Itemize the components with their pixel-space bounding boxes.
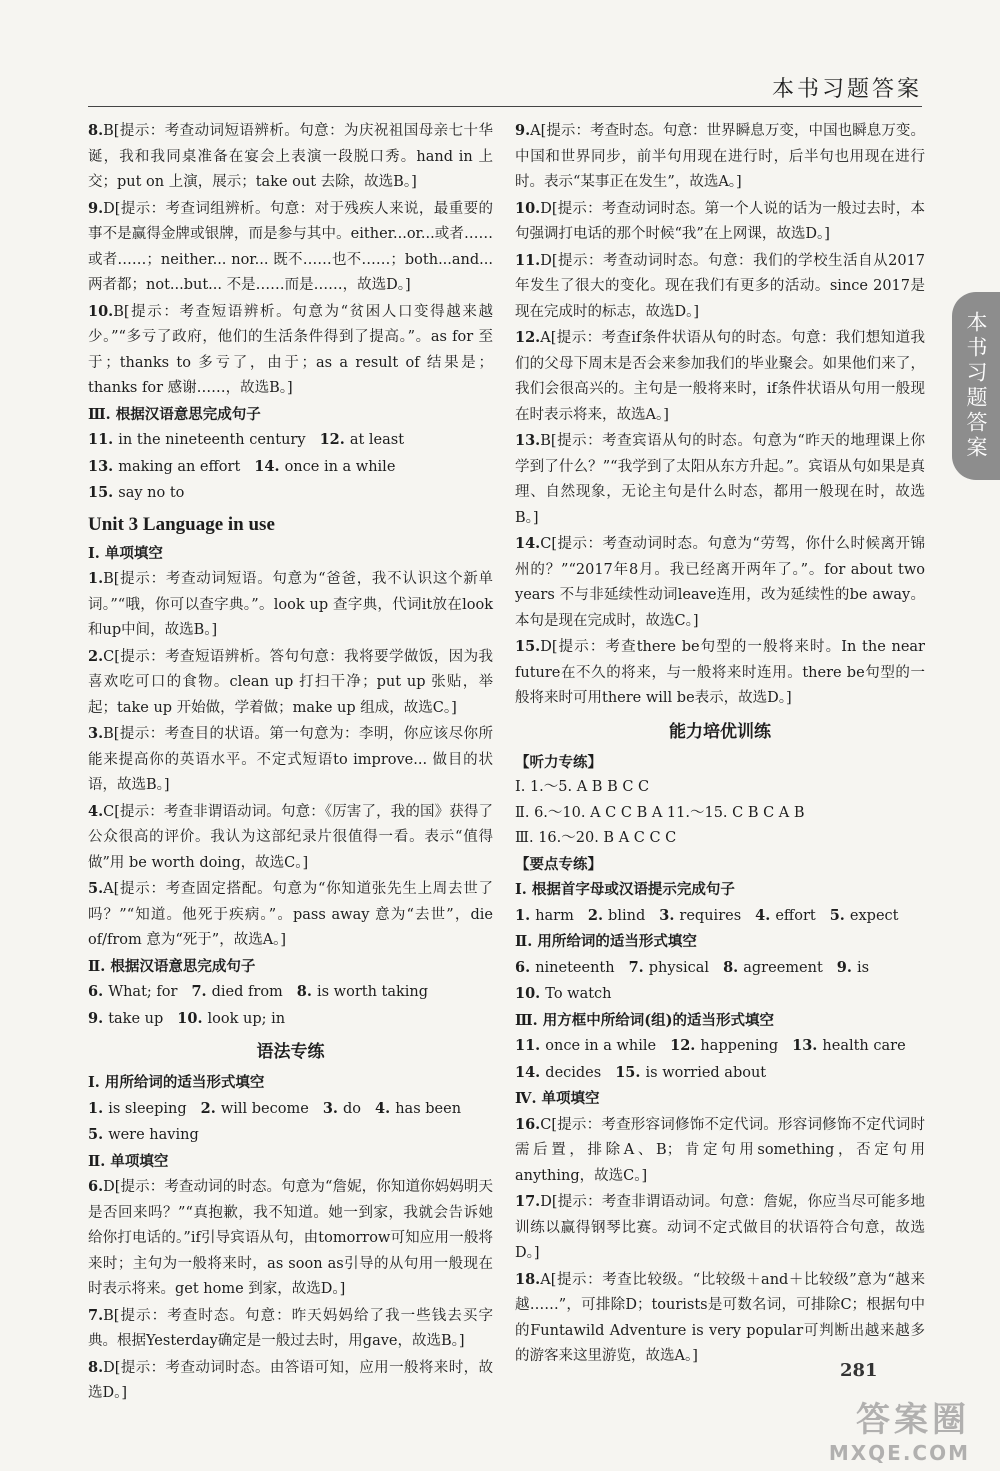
- short-answer: [297, 979, 428, 1006]
- answer-number: 7.: [191, 983, 212, 1000]
- answer-entry: [88, 196, 493, 299]
- listening-heading: 【听力专练】: [515, 753, 602, 771]
- answer-text: happening: [700, 1038, 779, 1054]
- answer-row: [88, 427, 493, 507]
- short-answer: [515, 1060, 601, 1087]
- short-answer: [515, 981, 612, 1008]
- answer-number: 2.: [88, 647, 104, 665]
- answer-number: 10.: [177, 1009, 208, 1027]
- answer-text: To watch: [545, 986, 612, 1002]
- short-answer: [615, 1060, 766, 1087]
- answer-row: [88, 979, 493, 1032]
- answer-number: 13.: [792, 1037, 823, 1054]
- answer-number: 18.: [515, 1270, 541, 1288]
- answer-number: 6.: [88, 1178, 104, 1195]
- short-answer: [837, 955, 869, 982]
- answer-entry: [515, 1267, 925, 1370]
- answer-text: D[提示：考查动词的时态。句意为“詹妮，你知道你妈妈明天是否回来吗？”“真抱歉，我不知道。她一到家，我就会告诉她给你打电话的。”if引导宾语从句，由tomorrow可知应用一般将来时；主句为一般将来时，as soon as引导的从句用一般现在时表示将来。get home 到家，故选D。]: [88, 1179, 493, 1297]
- answer-text: D[提示：考查动词时态。第一个人说的话为一般过去时，本句强调打电话的那个时候“我”在上网课，故选D。]: [515, 200, 925, 242]
- answer-number: 7.: [88, 1306, 104, 1324]
- answer-text: C[提示：考查非谓语动词。句意：《厉害了，我的国》获得了公众很高的评价。我认为这部纪录片很值得一看。表示“值得做”用 be worth doing，故选C。]: [88, 803, 493, 871]
- section-heading: Ⅱ. 单项填空: [88, 1152, 169, 1170]
- short-answer: [88, 454, 240, 481]
- answer-text: B[提示：考查动词短语。句意为“爸爸，我不认识这个新单词。”“哦，你可以查字典。”。look up 查字典，代词it放在look和up中间，故选B。]: [88, 571, 493, 638]
- short-answer: [323, 1096, 361, 1123]
- left-column: [88, 118, 493, 1407]
- answer-text: once in a while: [545, 1038, 657, 1054]
- answer-number: 13.: [88, 457, 119, 475]
- answer-number: 11.: [515, 251, 541, 269]
- answer-number: 2.: [587, 906, 609, 924]
- answer-entry: [88, 1174, 493, 1303]
- short-answer: [254, 454, 395, 481]
- answer-number: 14.: [254, 457, 285, 475]
- answer-text: What; for: [108, 984, 178, 1000]
- answer-number: 4.: [375, 1099, 396, 1117]
- answer-text: A[提示：考查固定搭配。句意为“你知道张先生上周去世了吗？”“知道。他死于疾病。”。pass away 意为“去世”，die of/from 意为“死于”，故选A。]: [88, 881, 493, 948]
- answer-entry: [515, 118, 925, 196]
- short-answer: [88, 1006, 163, 1033]
- answer-text: say no to: [118, 485, 185, 501]
- header-rule: [88, 106, 922, 107]
- answer-entry: [88, 1355, 493, 1407]
- watermark-url: MXQE.COM: [828, 1441, 970, 1465]
- answer-entry: [515, 248, 925, 326]
- left-top-entries: [88, 118, 493, 402]
- side-tab: 本书习题答案: [952, 292, 1000, 480]
- answer-number: 15.: [515, 638, 541, 655]
- answer-entry: [88, 1303, 493, 1355]
- short-answer: [88, 979, 177, 1006]
- answer-text: once in a while: [284, 458, 396, 475]
- unit-title: Unit 3 Language in use: [88, 513, 275, 535]
- short-answer: [515, 1033, 656, 1060]
- answer-number: 7.: [628, 958, 649, 976]
- answer-entry: [515, 325, 925, 428]
- grammar-entries: [88, 1174, 493, 1407]
- answer-entry: [515, 1112, 925, 1190]
- section-heading: Ⅳ. 单项填空: [515, 1090, 600, 1107]
- answer-text: making an effort: [118, 458, 241, 475]
- short-answer: [659, 903, 741, 930]
- answer-text: is worried about: [645, 1064, 767, 1081]
- section-heading: Ⅰ. 用所给词的适当形式填空: [88, 1074, 265, 1091]
- answer-text: B[提示：考查时态。句意：昨天妈妈给了我一些钱去买字典。根据Yesterday确定是一般过去时，用gave，故选B。]: [88, 1307, 493, 1349]
- answer-text: B[提示：考查宾语从句的时态。句意为“昨天的地理课上你学到了什么？”“我学到了太阳从东方升起。”。宾语从句如果是真理、自然现象，无论主句是什么时态，都用一般现在时，故选B。]: [515, 433, 925, 526]
- short-answer: [201, 1096, 309, 1123]
- listening-line: Ⅰ. 1.～5. A B B C C: [515, 779, 650, 795]
- watermark-text: 答案圈: [856, 1400, 970, 1440]
- answer-number: 3.: [88, 725, 104, 742]
- answer-number: 5.: [829, 906, 850, 924]
- answer-number: 2.: [200, 1099, 221, 1117]
- answer-row: [88, 1096, 493, 1149]
- page-number: 281: [840, 1360, 878, 1381]
- listening-answers: [515, 775, 925, 852]
- answer-text: harm: [535, 907, 574, 924]
- answer-text: agreement: [743, 959, 823, 976]
- answer-number: 8.: [88, 1358, 104, 1376]
- answer-text: health care: [822, 1038, 906, 1054]
- answer-number: 4.: [88, 802, 104, 820]
- answer-text: in the nineteenth century: [118, 432, 306, 448]
- answer-number: 5.: [88, 880, 104, 897]
- section-heading: Ⅲ. 根据汉语意思完成句子: [88, 405, 261, 423]
- answer-text: requires: [679, 907, 742, 924]
- answer-entry: [88, 299, 493, 402]
- answer-text: is sleeping: [108, 1100, 187, 1117]
- answer-text: B[提示：考查短语辨析。句意为“贫困人口变得越来越少。”“多亏了政府，他们的生活条件得到了提高。”。as for 至于；thanks to 多亏了，由于；as a result of 结果是；thanks for 感谢……，故选B。]: [88, 303, 493, 396]
- answer-number: 4.: [755, 906, 776, 924]
- short-answer: [177, 1006, 285, 1033]
- answer-number: 10.: [515, 985, 546, 1002]
- answer-entry: [88, 876, 493, 954]
- answer-text: decides: [545, 1064, 602, 1081]
- answer-text: C[提示：考查动词时态。句意为“劳驾，你什么时候离开锦州的？”“2017年8月。我已经离开两年了。”。for about two years 不与非延续性动词leave连用，改为延续性的be away。本句是现在完成时，故选C。]: [515, 536, 925, 629]
- answer-number: 17.: [515, 1193, 541, 1210]
- answer-text: D[提示：考查非谓语动词。句意：詹妮，你应当尽可能多地训练以赢得钢琴比赛。动词不定式做目的状语符合句意，故选D。]: [515, 1194, 925, 1261]
- answer-text: D[提示：考查动词时态。句意：我们的学校生活自从2017年发生了很大的变化。现在我们有更多的活动。since 2017是现在完成时的标志，故选D。]: [515, 252, 925, 320]
- answer-entry: [515, 531, 925, 634]
- answer-entry: [88, 644, 493, 722]
- short-answer: [88, 480, 184, 507]
- answer-text: were having: [108, 1127, 199, 1143]
- answer-text: take up: [108, 1010, 164, 1027]
- answer-number: 13.: [515, 432, 541, 449]
- grammar-title: 语法专练: [256, 1042, 325, 1062]
- short-answer: [515, 955, 615, 982]
- answer-number: 12.: [319, 431, 350, 448]
- answer-text: A[提示：考查时态。句意：世界瞬息万变，中国也瞬息万变。中国和世界同步，前半句用现在进行时，后半句也用现在进行时。表示“某事正在发生”，故选A。]: [515, 123, 925, 190]
- answer-number: 16.: [515, 1115, 541, 1133]
- answer-text: has been: [395, 1100, 462, 1117]
- answer-row: [515, 1033, 925, 1086]
- answer-number: 14.: [515, 535, 541, 552]
- section-heading: Ⅰ. 单项填空: [88, 544, 163, 562]
- short-answer: [723, 955, 823, 982]
- short-answer: [670, 1033, 778, 1060]
- answer-entry: [88, 118, 493, 196]
- short-answer: [88, 427, 306, 454]
- answer-number: 6.: [515, 958, 536, 976]
- short-answer: [375, 1096, 461, 1123]
- answer-text: is: [856, 959, 870, 976]
- answer-number: 3.: [322, 1099, 344, 1117]
- short-answer: [755, 903, 816, 930]
- answer-number: 5.: [88, 1126, 109, 1143]
- answer-text: B[提示：考查目的状语。第一句意为：李明，你应该尽你所能来提高你的英语水平。不定式短语to improve... 做目的状语，故选B。]: [88, 726, 493, 793]
- answer-number: 3.: [659, 906, 680, 924]
- answer-number: 1.: [515, 906, 536, 924]
- answer-text: expect: [849, 907, 899, 924]
- answer-entry: [88, 799, 493, 877]
- answer-text: A[提示：考查if条件状语从句的时态。句意：我们想知道我们的父母下周末是否会来参加我们的毕业聚会。如果他们来了，我们会很高兴的。主句是一般将来时，if条件状语从句用一般现在时表示将来，故选A。]: [515, 330, 925, 423]
- listening-line: Ⅲ. 16.～20. B A C C C: [515, 830, 677, 846]
- answer-number: 8.: [88, 122, 104, 139]
- page-header-title: 本书习题答案: [771, 77, 922, 102]
- answer-number: 15.: [615, 1063, 646, 1081]
- answer-text: do: [343, 1100, 362, 1117]
- answer-text: died from: [211, 984, 283, 1000]
- section-heading: Ⅱ. 根据汉语意思完成句子: [88, 957, 256, 975]
- answer-number: 15.: [88, 484, 119, 501]
- answer-entry: [515, 1189, 925, 1267]
- short-answer: [792, 1033, 906, 1060]
- answer-number: 9.: [88, 199, 104, 217]
- section-heading: Ⅱ. 用所给词的适当形式填空: [515, 933, 697, 950]
- answer-entry: [515, 428, 925, 531]
- short-answer: [320, 427, 405, 454]
- answer-number: 6.: [88, 983, 109, 1000]
- short-answer: [88, 1122, 199, 1149]
- answer-number: 11.: [515, 1037, 546, 1054]
- answer-row: [515, 903, 925, 930]
- answer-number: 9.: [515, 122, 531, 139]
- short-answer: [588, 903, 645, 930]
- answer-number: 9.: [88, 1009, 109, 1027]
- answer-text: C[提示：考查形容词修饰不定代词。形容词修饰不定代词时需后置，排除A、B；肯定句用something，否定句用anything，故选C。]: [515, 1116, 925, 1184]
- answer-text: effort: [775, 907, 816, 924]
- short-answer: [629, 955, 709, 982]
- answer-text: nineteenth: [535, 959, 615, 976]
- answer-number: 8.: [723, 958, 744, 976]
- answer-number: 11.: [88, 431, 119, 448]
- answer-text: will become: [220, 1100, 309, 1117]
- answer-text: C[提示：考查短语辨析。答句句意：我将要学做饭，因为我喜欢吃可口的食物。clean up 打扫干净；put up 张贴，举起；take up 开始做，学着做；make up 组成，故选C。]: [88, 648, 493, 716]
- keypoints-heading: 【要点专练】: [515, 855, 602, 873]
- answer-row: [515, 955, 925, 1008]
- answer-number: 10.: [515, 199, 541, 217]
- watermark-logo: [829, 1392, 970, 1465]
- answer-text: D[提示：考查there be句型的一般将来时。In the near future在不久的将来，与一般将来时连用。there be句型的一般将来时可用there will be表示，故选D。]: [515, 639, 925, 706]
- section-heading: Ⅰ. 根据首字母或汉语提示完成句子: [515, 881, 735, 898]
- answer-number: 1.: [88, 570, 104, 587]
- answer-text: B[提示：考查动词短语辨析。句意：为庆祝祖国母亲七十华诞，我和我同桌准备在宴会上表演一段脱口秀。hand in 上交；put on 上演，展示；take out 去除，故选B。]: [88, 123, 493, 190]
- answer-number: 12.: [670, 1037, 701, 1054]
- answer-entry: [515, 196, 925, 248]
- answer-number: 8.: [296, 983, 317, 1000]
- keypoint-entries: [515, 1112, 925, 1370]
- answer-text: at least: [349, 432, 405, 448]
- ability-title: 能力培优训练: [669, 721, 771, 742]
- answer-text: D[提示：考查词组辨析。句意：对于残疾人来说，最重要的事不是赢得金牌或银牌，而是参与其中。either...or...或者……或者……；neither... nor... 既不……也不……；both...and...两者都；not...but... 不是……而是……，故选D。]: [88, 200, 493, 293]
- short-answer: [830, 903, 899, 930]
- short-answer: [515, 903, 574, 930]
- right-top-entries: [515, 118, 925, 712]
- answer-text: physical: [648, 959, 710, 976]
- right-column: [515, 118, 925, 1370]
- answer-entry: [515, 634, 925, 712]
- answer-number: 10.: [88, 302, 114, 320]
- answer-number: 14.: [515, 1063, 546, 1081]
- listening-line: Ⅱ. 6.～10. A C C B A 11.～15. C B C A B: [515, 804, 805, 821]
- answer-number: 1.: [88, 1099, 109, 1117]
- answer-text: is worth taking: [316, 984, 429, 1000]
- answer-text: blind: [608, 907, 646, 924]
- short-answer: [88, 1096, 187, 1123]
- answer-entry: [88, 566, 493, 644]
- unit-entries: [88, 566, 493, 954]
- answer-number: 12.: [515, 329, 541, 346]
- section-heading: Ⅲ. 用方框中所给词(组)的适当形式填空: [515, 1011, 774, 1029]
- answer-text: D[提示：考查动词时态。由答语可知，应用一般将来时，故选D。]: [88, 1359, 493, 1401]
- answer-number: 9.: [836, 958, 857, 976]
- short-answer: [191, 979, 282, 1006]
- answer-text: A[提示：考查比较级。“比较级＋and＋比较级”意为“越来越……”，可排除D；tourists是可数名词，可排除C；根据句中的Funtawild Adventure is very popular可判断出越来越多的游客来这里游览，故选A。]: [515, 1271, 925, 1364]
- answer-text: look up; in: [207, 1010, 286, 1027]
- answer-entry: [88, 721, 493, 799]
